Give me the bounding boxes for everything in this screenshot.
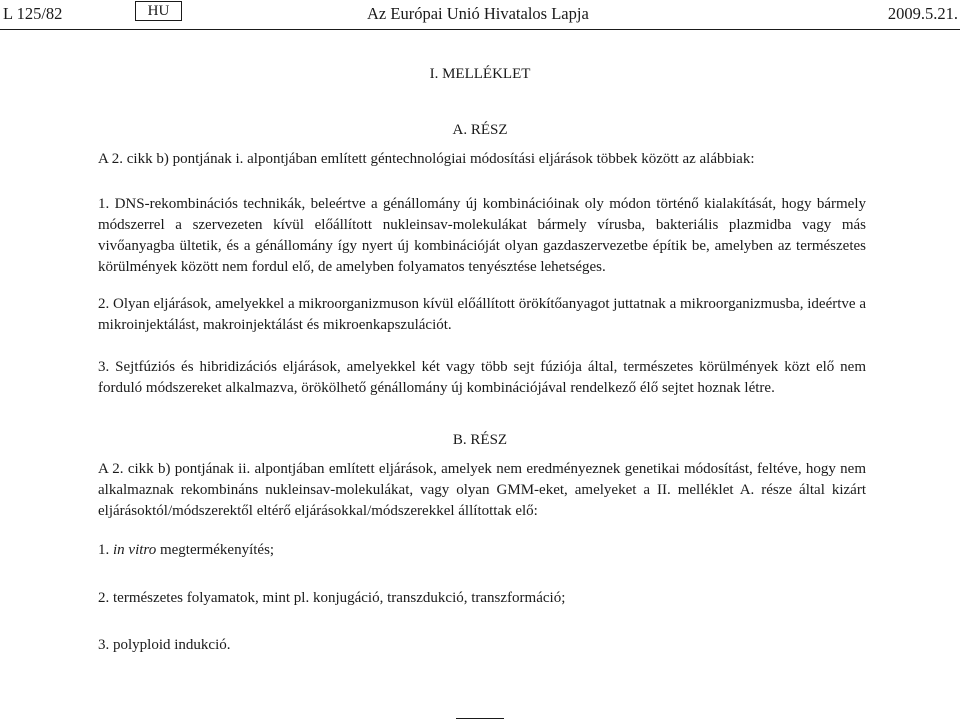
part-b-item-1-italic: in vitro	[113, 542, 157, 558]
page-header	[0, 4, 960, 26]
footnote-divider	[456, 718, 504, 719]
page-reference: L 125/82	[3, 4, 63, 23]
part-a-item-3: 3. Sejtfúziós és hibridizációs eljárások, amelyekkel két vagy több sejt fúziója által, természetes körülmények közt elő nem forduló módszereket alkalmazva, örökölhető génállomány új kombinációjával rendelkező élő sejtet hoznak létre.	[98, 359, 866, 396]
part-b-item-1	[98, 540, 866, 561]
part-b-intro: A 2. cikk b) pontjának ii. alpontjában említett eljárások, amelyek nem eredményeznek genetikai módosítást, feltéve, hogy nem alkalmaznak rekombináns nukleinsav-molekulákat, vagy olyan GMM-eket, amelyeket a II. melléklet A. része által kizárt eljárásoktól/módszerektől eltérő eljárásokkal/módszerekkel állítottak elő:	[98, 461, 866, 519]
journal-title: Az Európai Unió Hivatalos Lapja	[367, 4, 589, 23]
part-a-heading: A. RÉSZ	[452, 122, 508, 138]
part-b-item-3: 3. polyploid indukció.	[98, 637, 231, 653]
part-a-item-2: 2. Olyan eljárások, amelyekkel a mikroorganizmuson kívül előállított örökítőanyagot juttatnak a mikroorganizmusba, ideértve a mikroinjektálást, makroinjektálást és mikroenkapszulációt.	[98, 296, 866, 333]
header-divider	[0, 29, 960, 30]
part-a-intro: A 2. cikk b) pontjának i. alpontjában említett géntechnológiai módosítási eljárások többek között az alábbiak:	[98, 151, 755, 167]
part-b-item-1-number: 1.	[98, 542, 110, 558]
part-b-item-2: 2. természetes folyamatok, mint pl. konjugáció, transzdukció, transzformáció;	[98, 590, 566, 606]
part-a-item-1: 1. DNS-rekombinációs technikák, beleértve a génállomány új kombinációinak oly módon történő kialakítását, hogy bármely módszerrel a szervezeten kívül előállított nukleinsav-molekulákat bármely vírusba, bakteriális plazmidba vagy más vivőanyagba ültetik, és a génállomány így nyert új kombinációját olyan gazdaszervezetbe építik be, amelyben az természetes körülmények között nem fordul elő, de amelyben folyamatos tenyésztése lehetséges.	[98, 196, 866, 275]
annex-title: I. MELLÉKLET	[429, 66, 531, 82]
language-badge: HU	[135, 1, 182, 21]
part-b-item-1-text: megtermékenyítés;	[159, 542, 275, 558]
publication-date: 2009.5.21.	[887, 4, 958, 23]
part-b-heading: B. RÉSZ	[452, 432, 508, 448]
